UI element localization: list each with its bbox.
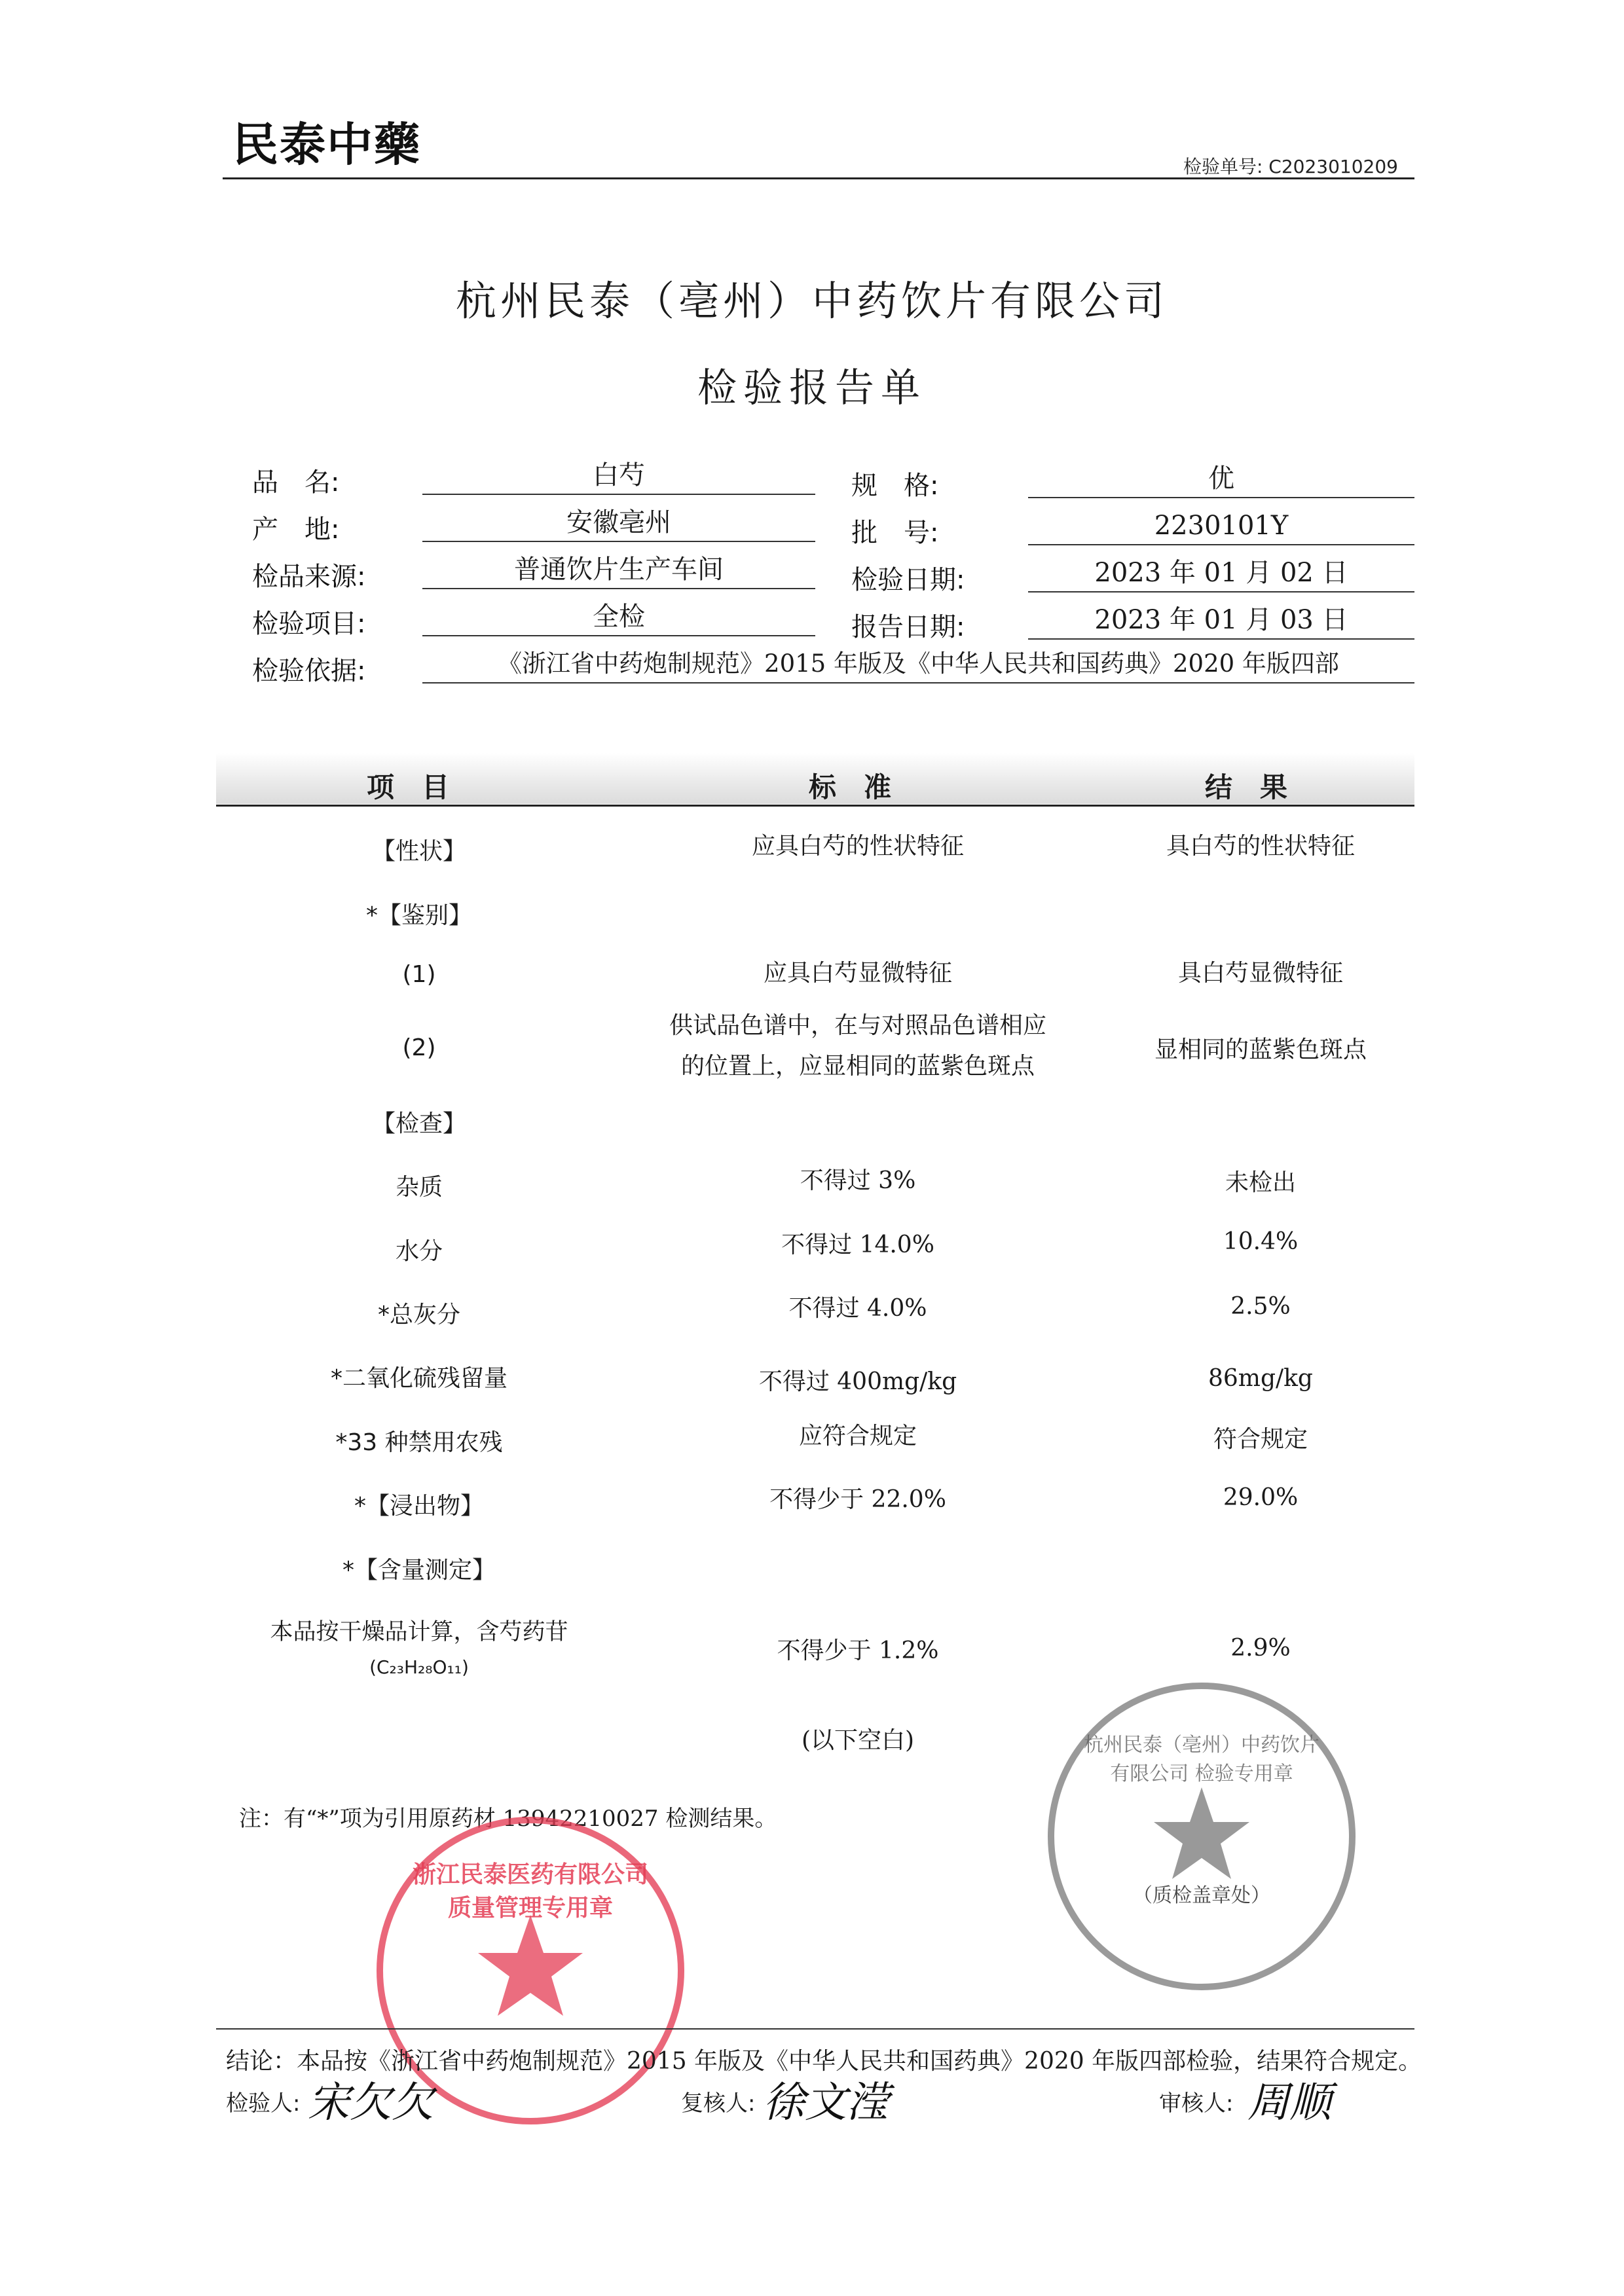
row-identification-1-item: (1)	[402, 961, 436, 988]
row-sulfur-dioxide-result: 86mg/kg	[1208, 1365, 1313, 1392]
report-number	[1183, 153, 1398, 179]
row-paeoniflorin-result: 2.9%	[1230, 1635, 1291, 1662]
row-extract-standard: 不得少于 22.0%	[769, 1486, 946, 1513]
test-item-label: 检验项目:	[252, 609, 366, 639]
row-identification-1-standard: 应具白芍显微特征	[763, 960, 952, 987]
inspector-signature: 宋欠欠	[308, 2079, 434, 2127]
row-paeoniflorin-standard: 不得少于 1.2%	[777, 1637, 939, 1664]
test-date-label: 检验日期:	[851, 565, 965, 595]
row-moisture-result: 10.4%	[1223, 1228, 1299, 1255]
row-pesticide-result: 符合规定	[1213, 1426, 1308, 1453]
row-identification-2-item: (2)	[402, 1034, 436, 1061]
origin-label: 产 地:	[252, 515, 340, 545]
rechecker-label: 复核人:	[681, 2090, 756, 2117]
row-identification-heading: *【鉴别】	[365, 902, 472, 929]
row-moisture-item: 水分	[395, 1238, 443, 1265]
row-total-ash-item: *总灰分	[377, 1302, 460, 1328]
table-header-divider	[216, 805, 1414, 807]
conclusion-divider	[216, 2028, 1414, 2030]
sample-source-value: 普通饮片生产车间	[422, 553, 815, 589]
test-date-value: 2023 年 01 月 02 日	[1028, 556, 1414, 592]
row-total-ash-result: 2.5%	[1230, 1293, 1291, 1320]
seal-star-icon	[1154, 1787, 1249, 1879]
row-moisture-standard: 不得过 14.0%	[781, 1231, 934, 1258]
conclusion-text: 结论：本品按《浙江省中药炮制规范》2015 年版及《中华人民共和国药典》2020 年版四部检验，结果符合规定。	[226, 2048, 1422, 2075]
specification-value: 优	[1028, 462, 1414, 498]
blank-below-note: (以下空白)	[801, 1727, 915, 1754]
test-item-value: 全检	[422, 600, 815, 636]
batch-number-value: 2230101Y	[1028, 509, 1414, 545]
inspector-label: 检验人:	[226, 2090, 301, 2117]
header-divider	[223, 177, 1414, 179]
row-impurity-standard: 不得过 3%	[800, 1167, 916, 1194]
row-identification-1-result: 具白芍显微特征	[1177, 960, 1343, 987]
row-impurity-item: 杂质	[395, 1174, 443, 1201]
footnote: 注：有“*”项为引用原药材 13942210027 检测结果。	[239, 1806, 777, 1832]
inspection-seal-placeholder: （质检盖章处）	[1133, 1884, 1270, 1907]
origin-value: 安徽亳州	[422, 505, 815, 542]
column-header-item: 项 目	[367, 771, 450, 803]
quality-seal-text: 浙江民泰医药有限公司 质量管理专用章	[413, 1861, 649, 1922]
row-total-ash-standard: 不得过 4.0%	[788, 1295, 927, 1322]
column-header-result: 结 果	[1205, 771, 1288, 803]
row-character-standard: 应具白芍的性状特征	[751, 833, 964, 860]
batch-number-label: 批 号:	[851, 518, 939, 548]
row-assay-heading: *【含量测定】	[342, 1557, 496, 1584]
sample-source-label: 检品来源:	[252, 562, 366, 592]
report-number-value: C2023010209	[1268, 156, 1398, 177]
inspection-seal	[1048, 1683, 1356, 1990]
report-date-label: 报告日期:	[851, 612, 965, 642]
reviewer-signature: 周顺	[1247, 2079, 1331, 2127]
reviewer-label: 审核人:	[1159, 2090, 1234, 2117]
row-impurity-result: 未检出	[1225, 1169, 1296, 1196]
product-name-value: 白芍	[422, 458, 815, 495]
product-name-label: 品 名:	[252, 467, 340, 498]
row-identification-2-result: 显相同的蓝紫色斑点	[1154, 1036, 1367, 1063]
company-logo: 民泰中藥	[232, 117, 421, 172]
row-character-result: 具白芍的性状特征	[1166, 833, 1355, 860]
row-pesticide-item: *33 种禁用农残	[335, 1429, 503, 1456]
row-character-item: 【性状】	[371, 838, 466, 865]
quality-seal-star-icon	[478, 1915, 583, 2016]
row-sulfur-dioxide-standard: 不得过 400mg/kg	[758, 1368, 957, 1395]
row-identification-2-standard-line1: 供试品色谱中，在与对照品色谱相应	[669, 1012, 1046, 1039]
row-identification-2-standard-line2: 的位置上，应显相同的蓝紫色斑点	[680, 1053, 1035, 1080]
inspection-seal-text: 杭州民泰（亳州）中药饮片有限公司 检验专用章	[1084, 1734, 1320, 1785]
rechecker-signature: 徐文滢	[763, 2079, 889, 2127]
test-basis-label: 检验依据:	[252, 656, 366, 686]
row-pesticide-standard: 应符合规定	[798, 1423, 917, 1449]
row-extract-result: 29.0%	[1223, 1484, 1299, 1511]
row-paeoniflorin-item-line1: 本品按干燥品计算，含芍药苷	[270, 1619, 568, 1645]
report-number-label: 检验单号:	[1183, 156, 1263, 177]
row-sulfur-dioxide-item: *二氧化硫残留量	[330, 1365, 507, 1392]
row-extract-item: *【浸出物】	[354, 1493, 484, 1520]
company-title: 杭州民泰（亳州）中药饮片有限公司	[455, 277, 1168, 325]
column-header-standard: 标 准	[809, 771, 892, 803]
specification-label: 规 格:	[851, 471, 939, 501]
report-date-value: 2023 年 01 月 03 日	[1028, 603, 1414, 640]
report-title: 检验报告单	[697, 365, 927, 411]
row-paeoniflorin-formula: (C₂₃H₂₈O₁₁)	[369, 1656, 469, 1678]
row-inspection-heading: 【检查】	[371, 1110, 466, 1137]
test-basis-value: 《浙江省中药炮制规范》2015 年版及《中华人民共和国药典》2020 年版四部	[422, 647, 1414, 683]
